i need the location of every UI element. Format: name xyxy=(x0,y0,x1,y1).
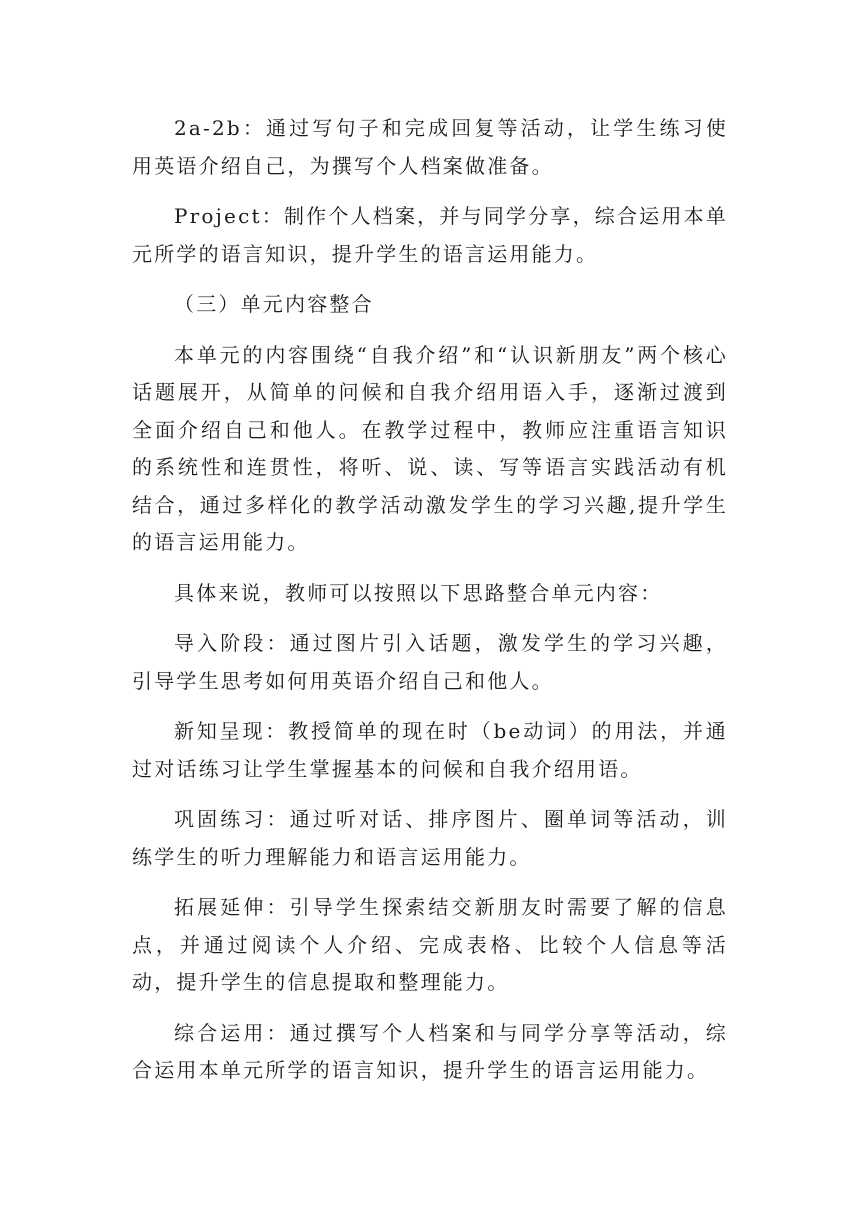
document-body xyxy=(132,110,728,1103)
paragraph-extension: 拓展延伸：引导学生探索结交新朋友时需要了解的信息点，并通过阅读个人介绍、完成表格、比较个人信息等活动，提升学生的信息提取和整理能力。 xyxy=(132,895,728,994)
paragraph-unit-overview: 本单元的内容围绕“自我介绍”和“认识新朋友”两个核心话题展开，从简单的问候和自我介绍用语入手，逐渐过渡到全面介绍自己和他人。在教学过程中，教师应注重语言知识的系统性和连贯性，将听、说、读、写等语言实践活动有机结合，通过多样化的教学活动激发学生的学习兴趣,提升学生的语言运用能力。 xyxy=(132,342,728,554)
section-heading: （三）单元内容整合 xyxy=(174,292,374,316)
paragraph-lead-in: 导入阶段：通过图片引入话题，激发学生的学习兴趣，引导学生思考如何用英语介绍自己和他人。 xyxy=(132,631,728,693)
paragraph-integration-intro: 具体来说，教师可以按照以下思路整合单元内容： xyxy=(174,580,663,605)
paragraph-practice: 巩固练习：通过听对话、排序图片、圈单词等活动，训练学生的听力理解能力和语言运用能力。 xyxy=(132,807,728,869)
paragraph-2a-2b: 2a-2b：通过写句子和完成回复等活动，让学生练习使用英语介绍自己，为撰写个人档案做准备。 xyxy=(132,116,728,178)
paragraph-presentation: 新知呈现：教授简单的现在时（be动词）的用法，并通过对话练习让学生掌握基本的问候和自我介绍用语。 xyxy=(132,719,728,781)
paragraph-project: Project：制作个人档案，并与同学分享，综合运用本单元所学的语言知识，提升学生的语言运用能力。 xyxy=(132,204,728,266)
paragraph-application: 综合运用：通过撰写个人档案和与同学分享等活动，综合运用本单元所学的语言知识，提升学生的语言运用能力。 xyxy=(132,1020,728,1082)
